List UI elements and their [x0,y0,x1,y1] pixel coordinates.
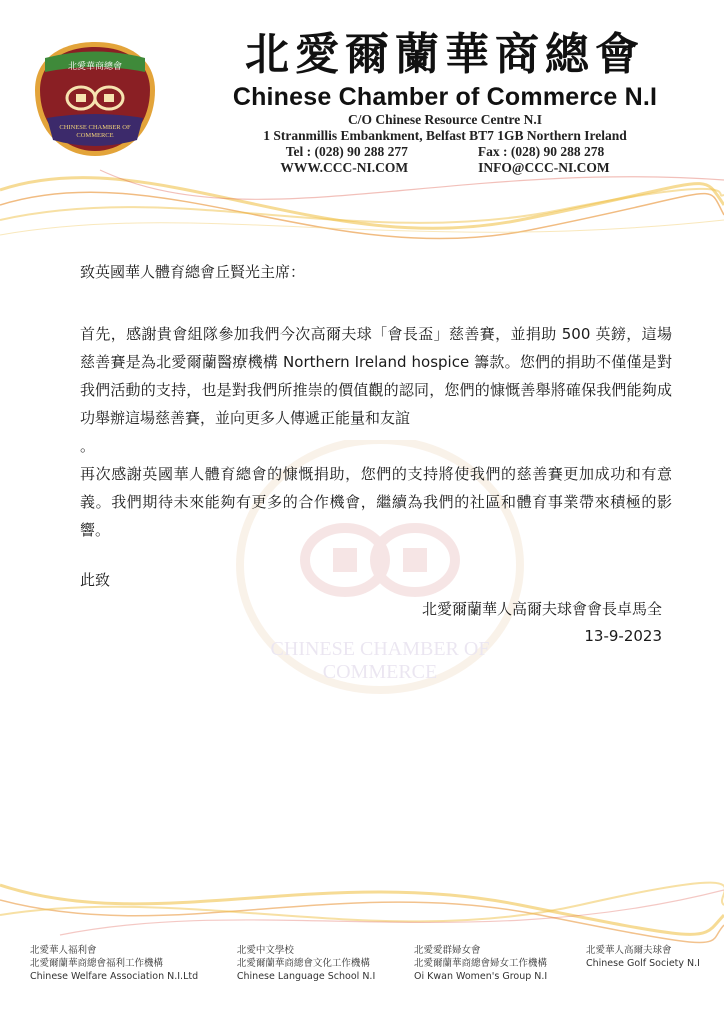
paragraph-1-text: 首先，感謝貴會組隊參加我們今次高爾夫球「會長盃」慈善賽，並捐助 500 英鎊，這場慈善賽是為北愛爾蘭醫療機構 Northern Ireland hospice 籌款。您們的捐助不僅僅是對我們活動的支持，也是對我們所推崇的價值觀的認同，您們的慷慨善舉將確保我們能夠成功舉辦這場慈善賽，並向更多人傳遞正能量和友誼 [80,325,672,427]
care-of-line: C/O Chinese Resource Centre N.I [347,112,543,127]
footer [30,944,700,983]
footer-org-women [414,944,547,983]
footer-org-name-cn: 北愛華人高爾夫球會 [585,945,672,956]
logo-top-text: 北愛華商總會 [67,62,123,72]
footer-org-name-cn: 北愛中文學校 [236,945,294,956]
website: WWW.CCC-NI.COM [280,160,409,175]
paragraph-1 [80,320,672,460]
footer-org-school [237,944,375,983]
footer-org-golf [586,944,700,983]
signature-block [422,596,662,650]
footer-org-name-en: Chinese Golf Society N.I [585,958,700,969]
footer-org-name-cn: 北愛愛群婦女會 [414,945,481,956]
letterhead [190,28,700,176]
paragraph-1-tail: 。 [80,437,96,455]
footer-org-name-cn: 北愛華人福利會 [30,945,97,956]
footer-org-role: 北愛爾蘭華商總會福利工作機構 [30,958,164,969]
signature-name: 北愛爾蘭華人高爾夫球會會長卓馬全 [421,600,662,618]
letter-body [80,258,672,594]
footer-org-name-en: Chinese Language School N.I [236,971,376,982]
footer-org-name-en: Oi Kwan Women's Group N.I [414,971,548,982]
watermark-line1: CHINESE CHAMBER OF [270,638,490,660]
organization-name-english: Chinese Chamber of Commerce N.I [232,83,658,111]
organization-name-chinese: 北愛爾蘭華商總會 [245,29,645,80]
telephone: Tel : (028) 90 288 277 [285,144,408,159]
logo-bottom-text-line2: COMMERCE [76,132,114,139]
salutation: 致英國華人體育總會丘賢光主席： [80,263,306,281]
fax: Fax : (028) 90 288 278 [477,144,605,159]
chamber-logo [33,40,157,158]
footer-org-role: 北愛爾蘭華商總會婦女工作機構 [414,958,548,969]
bottom-decorative-swoosh [0,865,724,955]
footer-org-welfare [30,944,198,983]
email: INFO@CCC-NI.COM [478,160,610,175]
footer-org-role: 北愛爾蘭華商總會文化工作機構 [236,958,370,969]
footer-org-name-en: Chinese Welfare Association N.I.Ltd [30,971,199,982]
paragraph-2: 再次感謝英國華人體育總會的慷慨捐助，您們的支持將使我們的慈善賽更加成功和有意義。我們期待未來能夠有更多的合作機會，繼續為我們的社區和體育事業帶來積極的影響。 [80,465,672,539]
phone-fax-row [190,144,700,160]
signature-date: 13-9-2023 [584,627,662,645]
web-email-row [190,160,700,176]
logo-bottom-text-line1: CHINESE CHAMBER OF [59,124,131,131]
address-line: 1 Stranmillis Embankment, Belfast BT7 1GB Northern Ireland [263,128,627,143]
closing: 此致 [80,571,111,589]
watermark-line2: COMMERCE [322,661,438,683]
